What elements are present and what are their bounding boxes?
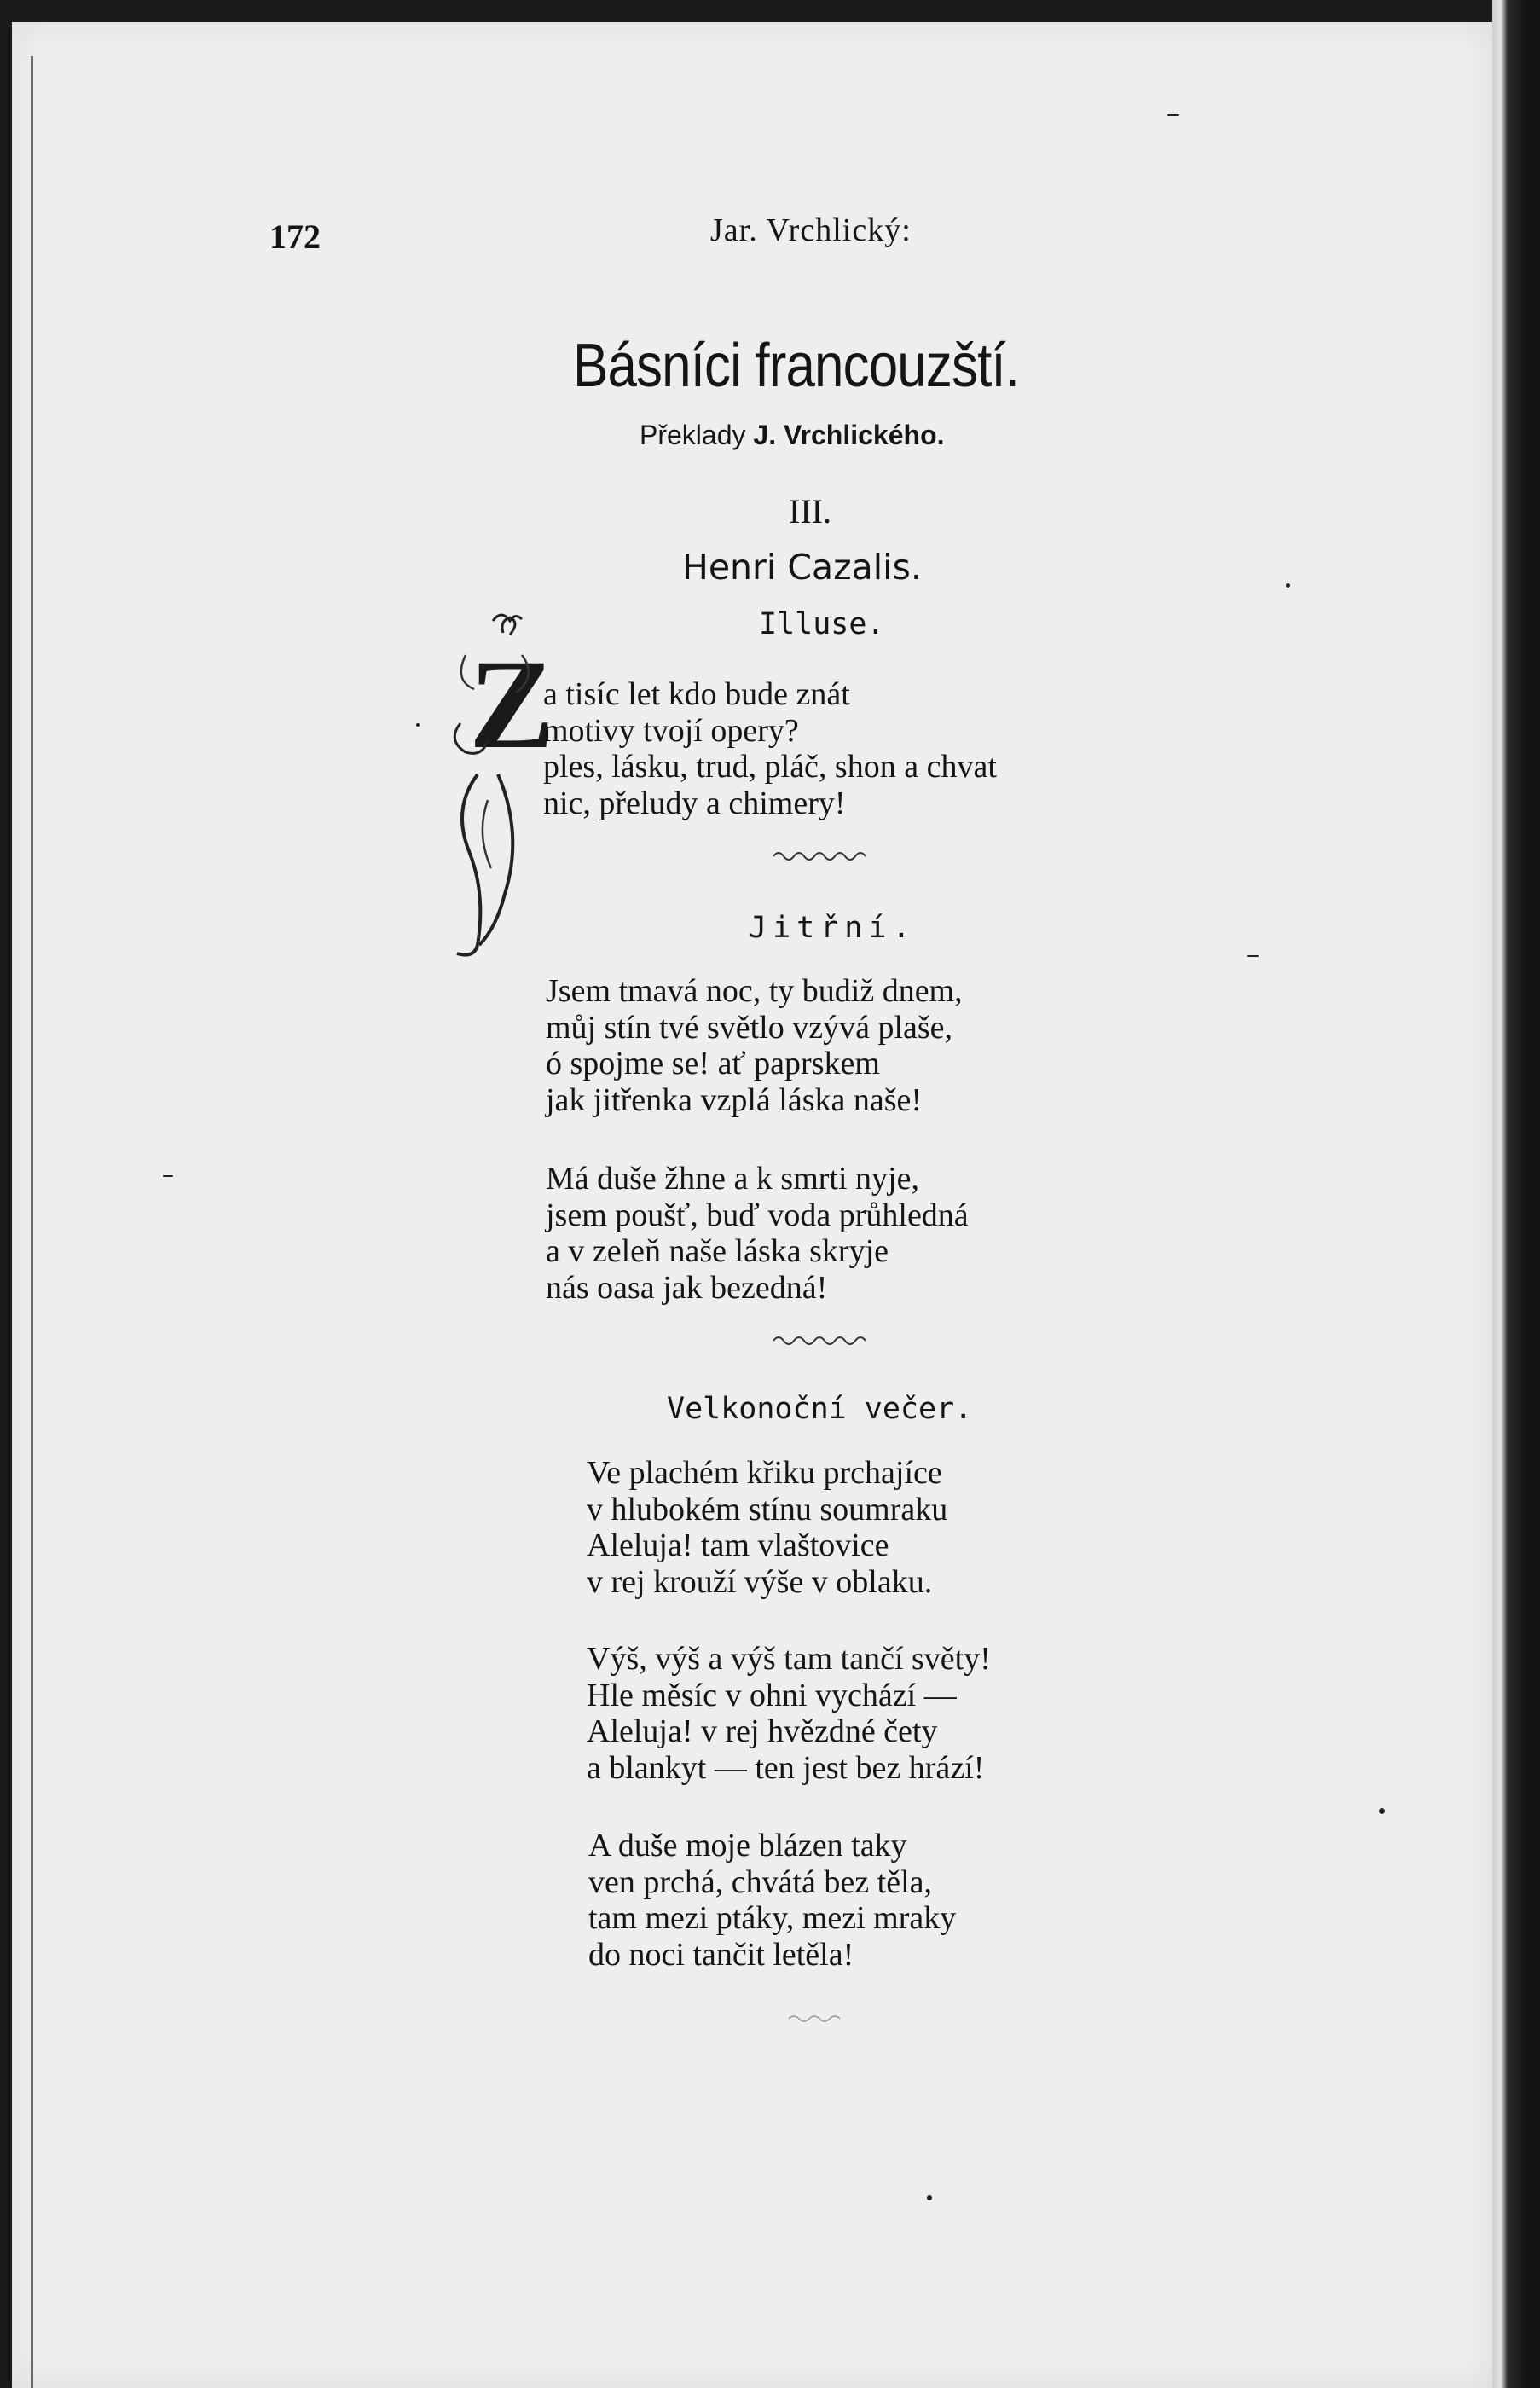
page-right-edge — [1492, 0, 1540, 2388]
verse-line: a v zeleň naše láska skryje — [546, 1233, 889, 1269]
decorative-initial-letter: Z — [469, 634, 555, 775]
scan-speck — [1247, 955, 1259, 957]
poem-jitrni-stanza-1 — [546, 973, 963, 1118]
scan-speck — [1379, 1808, 1385, 1814]
verse-line: Aleluja! v rej hvězdné čety — [587, 1713, 938, 1749]
verse-line: jsem poušť, buď voda průhledná — [546, 1197, 969, 1233]
poet-name: Henri Cazalis. — [682, 547, 922, 588]
verse-line: Aleluja! tam vlaštovice — [587, 1527, 889, 1563]
verse-line: motivy tvojí opery? — [543, 712, 799, 749]
verse-line: a tisíc let kdo bude znát — [543, 676, 850, 712]
poem-velkonocni-stanza-1 — [587, 1455, 947, 1600]
verse-line: Jsem tmavá noc, ty budiž dnem, — [546, 973, 963, 1009]
verse-line: nic, přeludy a chimery! — [543, 785, 846, 821]
verse-line: Má duše žhne a k smrti nyje, — [546, 1161, 919, 1197]
verse-line: nás oasa jak bezedná! — [546, 1269, 828, 1306]
poem-velkonocni-stanza-3 — [588, 1828, 956, 1973]
verse-line: do noci tančit letěla! — [588, 1936, 854, 1973]
scan-speck — [1286, 583, 1290, 588]
page-number: 172 — [269, 217, 321, 256]
wavy-divider — [772, 2012, 866, 2026]
scan-speck — [163, 1175, 173, 1177]
subtitle-prefix: Překlady — [640, 420, 754, 450]
verse-line: tam mezi ptáky, mezi mraky — [588, 1900, 957, 1936]
verse-line: v rej krouží výše v oblaku. — [587, 1563, 933, 1600]
poem-title-jitrni: Jitřní. — [749, 911, 917, 945]
verse-line: Ve plachém křiku prchajíce — [587, 1455, 942, 1491]
verse-line: v hlubokém stínu soumraku — [587, 1491, 948, 1527]
verse-line: Hle měsíc v ohni vychází — — [587, 1677, 957, 1713]
section-number: III. — [789, 492, 831, 530]
verse-line: ó spojme se! ať paprskem — [546, 1046, 880, 1081]
scan-speck — [927, 2195, 932, 2200]
poem-title-illuse: Illuse. — [759, 607, 885, 641]
scan-speck — [416, 723, 420, 727]
verse-line: Výš, výš a výš tam tančí světy! — [587, 1641, 991, 1677]
verse-line: můj stín tvé světlo vzývá plaše, — [546, 1009, 953, 1046]
page-left-rule — [31, 56, 33, 2388]
poem-illuse-stanza-1 — [543, 676, 997, 821]
subtitle-author: J. Vrchlického. — [753, 420, 945, 450]
verse-line: ven prchá, chvátá bez těla, — [588, 1863, 932, 1900]
poem-title-velkonocni-vecer: Velkonoční večer. — [667, 1392, 973, 1426]
running-head: Jar. Vrchlický: — [710, 212, 912, 248]
wavy-divider — [772, 1334, 866, 1348]
wavy-divider — [772, 849, 866, 863]
verse-line: ples, lásku, trud, pláč, shon a chvat — [543, 749, 997, 785]
poem-jitrni-stanza-2 — [546, 1161, 969, 1306]
article-title: Básníci francouzští. — [573, 332, 1020, 400]
poem-velkonocni-stanza-2 — [587, 1641, 991, 1786]
article-subtitle — [640, 420, 945, 451]
verse-line: a blankyt — ten jest bez hrází! — [587, 1749, 985, 1786]
verse-line: jak jitřenka vzplá láska naše! — [546, 1081, 923, 1118]
scan-speck — [1167, 114, 1179, 116]
verse-line: A duše moje blázen taky — [588, 1828, 907, 1863]
